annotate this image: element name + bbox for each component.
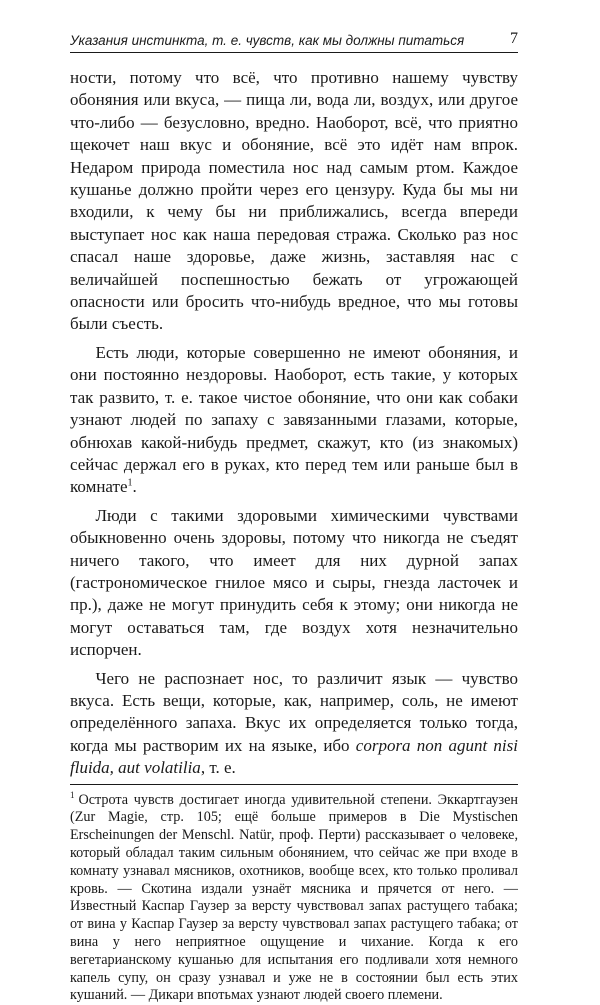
paragraph-2 <box>70 342 518 499</box>
paragraph-2-end: . <box>132 477 137 497</box>
page-number: 7 <box>510 30 518 47</box>
paragraph-4 <box>70 668 518 780</box>
footnote-number: 1 <box>70 789 75 800</box>
footnote <box>70 784 518 1005</box>
running-header <box>70 30 518 53</box>
paragraph-4-text: Чего не распознает нос, то различит язык — чувство вкуса. Есть вещи, которые, как, например, соль, не имеют определённого запаха. Вкус их определяется только тогда, когда мы растворим их на языке, ибо <box>70 668 518 755</box>
paragraph-3: Люди с такими здоровыми химическими чувствами обыкновенно очень здоровы, потому что никогда не съедят ничего такого, что имеет для них дурной запах (гастрономическое гнилое мясо и сыры, гнезда ласточек и пр.), даже не могут принудить себя к этому; они никогда не могут оставаться там, где воздух хотя незначительно испорчен. <box>70 505 518 660</box>
paragraph-1: ности, потому что всё, что противно нашему чувству обоняния или вкуса, — пища ли, вода ли, воздух, или другое что-либо — безусловно, вредно. Наоборот, всё, что приятно щекочет наш вкус и обоняние, всё это идёт нам впрок. Недаром природа поместила нос над самым ртом. Каждое кушанье должно пройти через его цензуру. Куда бы мы ни входили, к чему бы ни приближались, всегда впереди выступает нос как наша передовая стража. Сколько раз нос спасал наше здоровье, даже жизнь, заставляя нас с величайшей поспешностью бежать от угрожающей опасности или бросить что-нибудь вредное, что мы готовы были съесть. <box>70 68 518 334</box>
latin-quote: corpora non agunt nisi fluida, aut volatilia <box>70 735 518 778</box>
main-text <box>70 67 518 780</box>
footnote-paragraph <box>70 789 518 1005</box>
footnote-text: Острота чувств достигает иногда удивительной степени. Эккартгаузен (Zur Magie, стр. 105; ещё больше примеров в Die Mystischen Erscheinungen der Menschl. Natür, проф. Перти) рассказывает о человеке, который обладал таким сильным обонянием, что сейчас же при входе в комнату узнавал мясников, охотников, вообще всех, кто только проливал кровь. — Скотина издали узнаёт мясника и прячется от него. — Известный Каспар Гаузер за версту чувствовал запах растущего табака; от вина у Каспар Гаузер за версту чувствовал запах растущего табака; от вина у него неприятное ощущение и чихание. Когда к его вегетарианскому кушанью для испытания его подливали хотя немного капель супу, он сразу узнавал и уже не в состоянии был есть этих кушаний. — Дикари впотьмах узнают людей своего племени. <box>70 791 518 1004</box>
paragraph-2-text: Есть люди, которые совершенно не имеют обоняния, и они постоянно нездоровы. Наоборот, есть такие, у которых так развито, т. е. такое чистое обоняние, что они как собаки узнают людей по запаху с завязанными глазами, которые, обнюхав какой-нибудь предмет, скажут, кто (из знакомых) сейчас держал его в руках, кто перед тем или раньше был в комнате <box>70 342 518 497</box>
running-title: Указания инстинкта, т. е. чувств, как мы должны питаться <box>70 33 465 48</box>
footnote-reference[interactable]: 1 <box>127 477 133 489</box>
paragraph-4-end: , т. е. <box>200 758 236 778</box>
